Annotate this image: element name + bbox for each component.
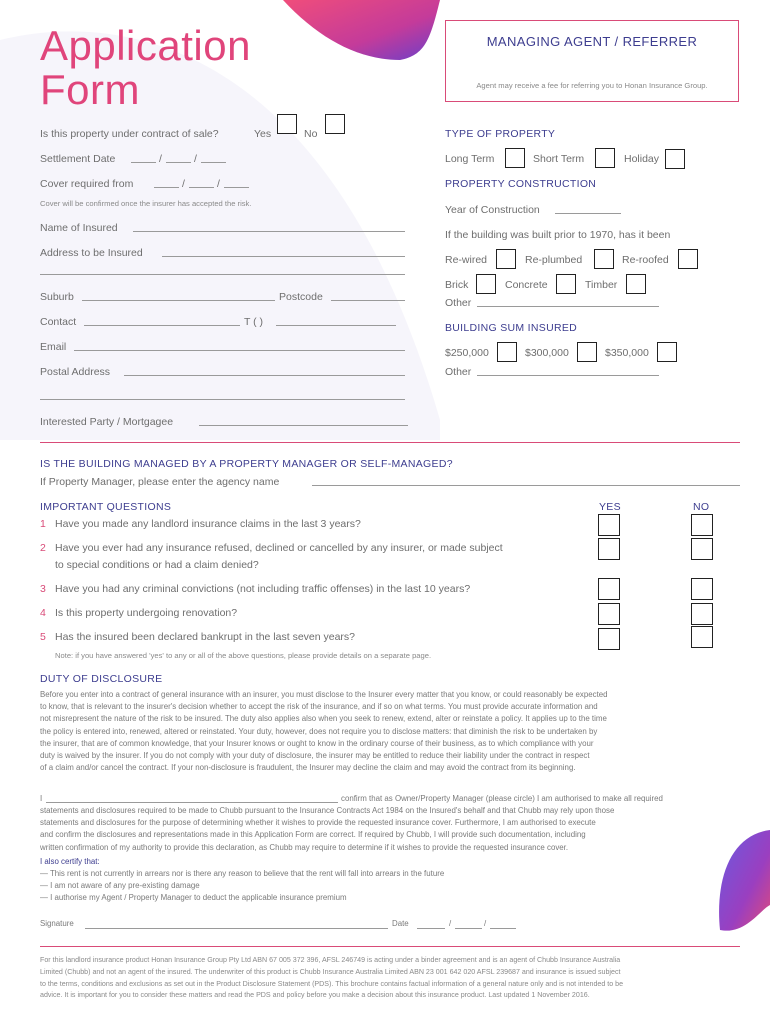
question-3-yes-checkbox[interactable] <box>598 578 620 600</box>
question-text: Have you made any landlord insurance claims in the last 3 years? <box>55 518 361 530</box>
disclosure-line: of a claim and/or cancel the contract. If your non-disclosure is fraudulent, the Insurer may decline the claim and may avoid the contract from its beginning. <box>40 763 576 773</box>
page-title <box>40 24 251 112</box>
phone-label: T ( ) <box>244 316 264 328</box>
year-label: Year of Construction <box>445 204 540 216</box>
question-3-no-checkbox[interactable] <box>691 578 713 600</box>
construction-other-label: Other <box>445 297 472 309</box>
postal-field[interactable] <box>124 375 405 376</box>
certify-item: — I am not aware of any pre-existing damage <box>40 881 200 891</box>
brick-label: Brick <box>445 279 469 291</box>
date-label: Date <box>392 919 409 928</box>
construction-heading: PROPERTY CONSTRUCTION <box>445 178 597 190</box>
sum-250-label: $250,000 <box>445 347 489 359</box>
contact-field[interactable] <box>84 325 240 326</box>
settlement-slash-1: / <box>159 153 162 165</box>
cover-month-field[interactable] <box>189 187 214 188</box>
settlement-label: Settlement Date <box>40 153 116 165</box>
construction-other-field[interactable] <box>477 306 659 307</box>
address-field[interactable] <box>162 256 405 257</box>
cover-label: Cover required from <box>40 178 134 190</box>
contract-no-label: No <box>304 128 318 140</box>
disclosure-line: to know, that is relevant to the insurer's decision whether to accept the risk of the insurance, and if so on what terms. You must provide accurate information and <box>40 702 598 712</box>
postcode-label: Postcode <box>279 291 323 303</box>
footer-line: Limited (Chubb) and not an agent of the insured. The underwriter of this product is Chubb Insurance Australia Limited ABN 23 001 642 020 AFSL 239687 and insurance is issued subject <box>40 967 621 976</box>
disclosure-line: duty is waived by the insurer. If you do not comply with your duty of disclosure, the insurer may be entitled to reduce their liability under the contract in respect <box>40 751 590 761</box>
name-field[interactable] <box>133 231 405 232</box>
declaration-first-line: confirm that as Owner/Property Manager (please circle) I am authorised to make all required <box>341 794 663 803</box>
date-day-field[interactable] <box>417 928 445 929</box>
reroofed-label: Re-roofed <box>622 254 669 266</box>
contract-question: Is this property under contract of sale? <box>40 128 219 140</box>
question-number: 5 <box>40 631 46 643</box>
contact-label: Contact <box>40 316 77 328</box>
questions-yes-header: YES <box>599 501 621 513</box>
cover-day-field[interactable] <box>154 187 179 188</box>
sum-300-label: $300,000 <box>525 347 569 359</box>
rewired-checkbox[interactable] <box>496 249 516 269</box>
question-1-no-checkbox[interactable] <box>691 514 713 536</box>
agent-box <box>445 20 739 102</box>
certify-item: — I authorise my Agent / Property Manager to deduct the applicable insurance premium <box>40 893 347 903</box>
date-slash-2: / <box>484 919 487 928</box>
type-heading: TYPE OF PROPERTY <box>445 128 556 140</box>
replumbed-checkbox[interactable] <box>594 249 614 269</box>
cover-year-field[interactable] <box>224 187 249 188</box>
interested-label: Interested Party / Mortgagee <box>40 416 174 428</box>
rewired-label: Re-wired <box>445 254 488 266</box>
settlement-month-field[interactable] <box>166 162 191 163</box>
footer-line: For this landlord insurance product Honan Insurance Group Pty Ltd ABN 67 005 372 396, AFSL 246749 is acting under a binder agreement and is an agent of Chubb Insurance Australia <box>40 956 621 964</box>
signature-label: Signature <box>40 919 74 928</box>
disclosure-body <box>40 689 745 774</box>
email-label: Email <box>40 341 67 353</box>
disclosure-heading: DUTY OF DISCLOSURE <box>40 673 163 685</box>
declaration-line: statements and disclosures required to be made to Chubb pursuant to the Insurance Contracts Act 1984 on the Insured's behalf and that Chubb may rely upon those <box>40 806 615 815</box>
postcode-field[interactable] <box>331 300 405 301</box>
date-slash-1: / <box>449 919 452 928</box>
footer-line: to the terms, conditions and exclusions as set out in the Product Disclosure Statement (PDS). This brochure contains factual information of a general nature only and is not intended to be <box>40 979 624 988</box>
cover-slash-2: / <box>217 178 220 190</box>
question-5-no-checkbox[interactable] <box>691 626 713 648</box>
declaration-i: I <box>40 794 43 803</box>
long-term-checkbox[interactable] <box>505 148 525 168</box>
question-text-2: to special conditions or had a claim denied? <box>55 559 259 571</box>
managed-heading: IS THE BUILDING MANAGED BY A PROPERTY MANAGER OR SELF-MANAGED? <box>40 458 453 470</box>
date-year-field[interactable] <box>490 928 516 929</box>
phone-field[interactable] <box>276 325 396 326</box>
question-text: Is this property undergoing renovation? <box>55 607 238 619</box>
sum-heading: BUILDING SUM INSURED <box>445 322 578 334</box>
agent-box-heading: MANAGING AGENT / REFERRER <box>486 34 698 49</box>
reroofed-checkbox[interactable] <box>678 249 698 269</box>
cover-slash-1: / <box>182 178 185 190</box>
holiday-label: Holiday <box>624 153 660 165</box>
settlement-day-field[interactable] <box>131 162 156 163</box>
date-month-field[interactable] <box>455 928 482 929</box>
short-term-checkbox[interactable] <box>595 148 615 168</box>
sum-350-checkbox[interactable] <box>657 342 677 362</box>
interested-field[interactable] <box>199 425 408 426</box>
address-label: Address to be Insured <box>40 247 143 259</box>
contract-yes-label: Yes <box>254 128 272 140</box>
questions-note: Note: if you have answered 'yes' to any or all of the above questions, please provide details on a separate page. <box>55 651 432 660</box>
disclosure-line: the policy is entered into, renewed, altered or reinstated. Your duty, however, does not require you to disclose matters: that diminish the risk to be undertaken by <box>40 726 598 736</box>
disclosure-line: not misrepresent the nature of the risk to be insured. The duty also applies also when you seek to renew, extend, alter or reinstate a policy. It applies up to the time <box>40 714 607 724</box>
question-5-yes-checkbox[interactable] <box>598 628 620 650</box>
question-1-yes-checkbox[interactable] <box>598 514 620 536</box>
suburb-label: Suburb <box>40 291 74 303</box>
question-2-yes-checkbox[interactable] <box>598 538 620 560</box>
declaration-body <box>40 805 745 854</box>
postal-field-line-2[interactable] <box>40 399 405 400</box>
year-field[interactable] <box>555 213 621 214</box>
title-line-2: Form <box>40 66 140 113</box>
question-number: 1 <box>40 518 46 530</box>
certify-item: — This rent is not currently in arrears nor is there any reason to believe that the rent will fall into arrears in the future <box>40 869 445 878</box>
short-term-label: Short Term <box>533 153 585 165</box>
replumbed-label: Re-plumbed <box>525 254 583 266</box>
agency-field[interactable] <box>312 485 740 486</box>
disclosure-line: the insurer, that are of common knowledge, that your Insurer knows or ought to know in the ordinary course of their business, as to which compliance with your <box>40 738 594 748</box>
concrete-label: Concrete <box>505 279 548 291</box>
declaration-line: statements and disclosures for the purpose of determining whether it wishes to provide the requested insurance cover. Furthermore, I am authorised to execute <box>40 818 596 828</box>
postal-label: Postal Address <box>40 366 111 378</box>
question-4-yes-checkbox[interactable] <box>598 603 620 625</box>
question-text: Have you ever had any insurance refused, declined or cancelled by any insurer, or made subject <box>55 542 503 554</box>
signature-field[interactable] <box>85 928 388 929</box>
address-field-line-2[interactable] <box>40 274 405 275</box>
sum-other-field[interactable] <box>477 375 659 376</box>
sum-other-label: Other <box>445 366 472 378</box>
timber-label: Timber <box>585 279 618 291</box>
holiday-checkbox[interactable] <box>665 149 685 169</box>
title-line-1: Application <box>40 22 251 69</box>
declaration-line: and confirm the disclosures and representations made in this Application Form are correct. If required by Chubb, I will provide such documentation, including <box>40 830 586 840</box>
concrete-checkbox[interactable] <box>556 274 576 294</box>
email-field[interactable] <box>74 350 405 351</box>
question-number: 2 <box>40 542 46 554</box>
sum-300-checkbox[interactable] <box>577 342 597 362</box>
settlement-slash-2: / <box>194 153 197 165</box>
declaration-line: written confirmation of my authority to provide this declaration, as Chubb may require to determine if it wishes to provide the requested insurance cover. <box>40 842 569 852</box>
agent-box-input[interactable] <box>456 55 728 79</box>
timber-checkbox[interactable] <box>626 274 646 294</box>
cover-note: Cover will be confirmed once the insurer has accepted the risk. <box>40 199 252 208</box>
contract-yes-checkbox[interactable] <box>277 114 297 134</box>
disclosure-line: Before you enter into a contract of general insurance with an insurer, you must disclose to the Insurer every matter that you know, or could reasonably be expected <box>40 690 608 699</box>
question-number: 3 <box>40 583 46 595</box>
section-divider-2 <box>40 946 740 947</box>
questions-no-header: NO <box>693 501 710 513</box>
question-text: Have you had any criminal convictions (not including traffic offenses) in the last 10 years? <box>55 583 471 595</box>
question-2-no-checkbox[interactable] <box>691 538 713 560</box>
suburb-field[interactable] <box>82 300 275 301</box>
sum-350-label: $350,000 <box>605 347 649 359</box>
contract-no-checkbox[interactable] <box>325 114 345 134</box>
section-divider-1 <box>40 442 740 443</box>
prior-1970-text: If the building was built prior to 1970, has it been <box>445 229 671 241</box>
certify-heading: I also certify that: <box>40 857 100 866</box>
agent-box-note: Agent may receive a fee for referring you to Honan Insurance Group. <box>476 81 708 90</box>
name-label: Name of Insured <box>40 222 118 234</box>
settlement-year-field[interactable] <box>201 162 226 163</box>
agency-label: If Property Manager, please enter the agency name <box>40 476 280 488</box>
footer-text <box>40 955 745 1002</box>
sum-250-checkbox[interactable] <box>497 342 517 362</box>
questions-heading: IMPORTANT QUESTIONS <box>40 501 172 513</box>
question-number: 4 <box>40 607 46 619</box>
declaration-name-field[interactable] <box>46 802 338 803</box>
question-text: Has the insured been declared bankrupt in the last seven years? <box>55 631 356 643</box>
brick-checkbox[interactable] <box>476 274 496 294</box>
certify-list <box>40 868 740 905</box>
question-4-no-checkbox[interactable] <box>691 603 713 625</box>
long-term-label: Long Term <box>445 153 495 165</box>
footer-line: advice. It is important for you to consider these matters and read the PDS and policy before you make a decision about this insurance product. Last updated 1 November 2016. <box>40 991 590 1000</box>
